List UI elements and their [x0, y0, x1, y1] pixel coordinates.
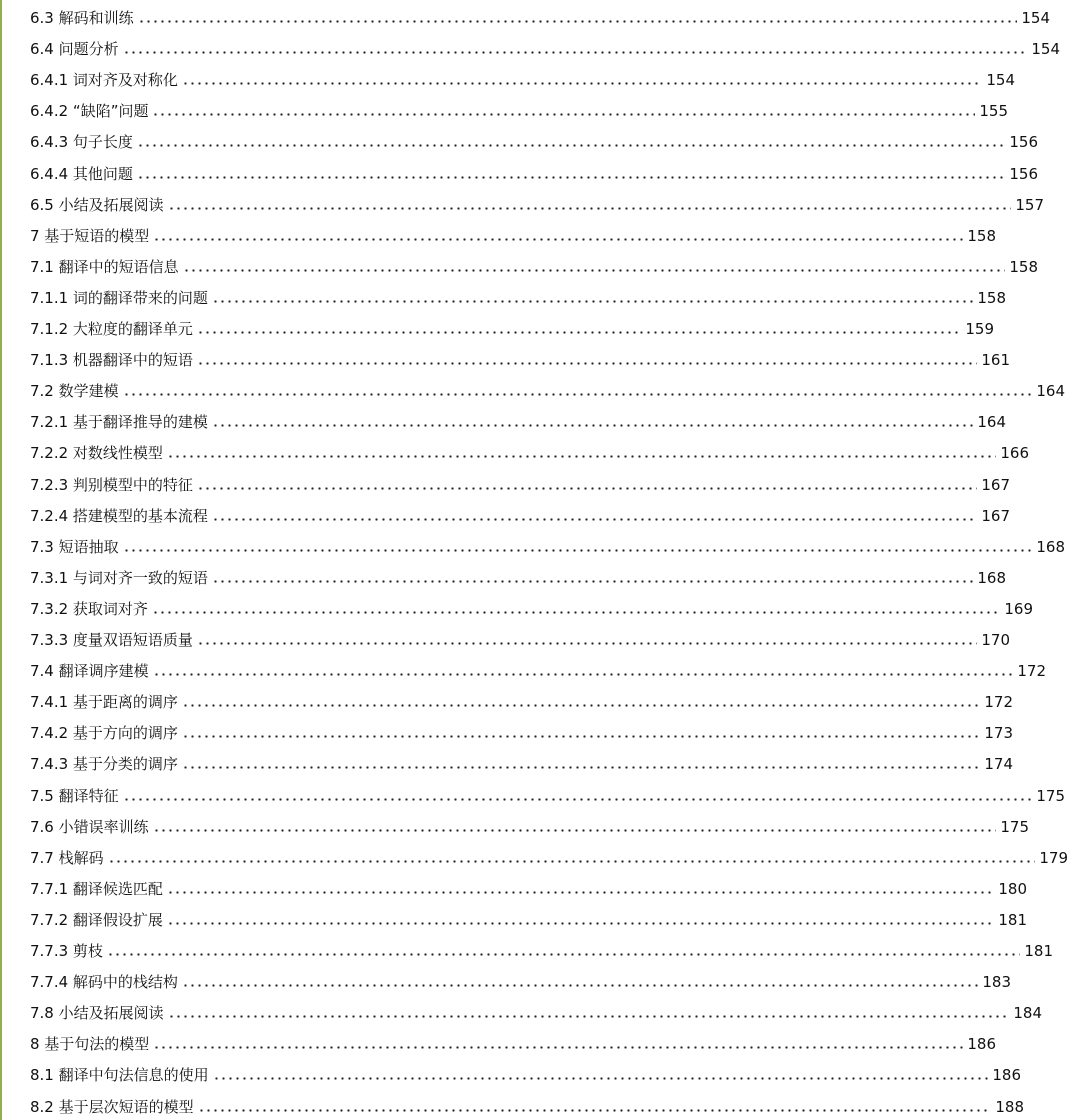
toc-entry-page-number: 158: [1009, 257, 1038, 276]
toc-entry[interactable]: [30, 316, 994, 338]
toc-entry-title: 7.1.3 机器翻译中的短语: [30, 351, 193, 370]
toc-dot-leader: [153, 1046, 963, 1049]
toc-entry[interactable]: [30, 129, 1038, 151]
toc-entry[interactable]: [30, 285, 1006, 307]
toc-entry-title: 7.4 翻译调序建模: [30, 662, 149, 681]
toc-entry[interactable]: [30, 409, 1006, 431]
toc-entry-page-number: 179: [1039, 848, 1068, 867]
toc-entry-page-number: 168: [977, 568, 1006, 587]
toc-entry-title: 7.5 翻译特征: [30, 786, 119, 805]
toc-dot-leader: [167, 922, 994, 925]
toc-entry[interactable]: [30, 503, 1010, 525]
toc-entry-page-number: 156: [1009, 164, 1038, 183]
toc-entry-page-number: 161: [981, 351, 1010, 370]
toc-dot-leader: [182, 984, 978, 987]
toc-entry-page-number: 164: [1036, 382, 1065, 401]
toc-entry-title: 7.2.3 判别模型中的特征: [30, 475, 193, 494]
toc-entry-page-number: 181: [1024, 942, 1053, 960]
toc-entry-title: 7.2.1 基于翻译推导的建模: [30, 413, 208, 432]
toc-entry-title: 6.5 小结及拓展阅读: [30, 195, 164, 214]
toc-dot-leader: [152, 113, 975, 116]
toc-entry-title: 8 基于句法的模型: [30, 1035, 150, 1054]
toc-dot-leader: [168, 1015, 1010, 1018]
toc-entry-title: 7.2 数学建模: [30, 382, 119, 401]
toc-entry[interactable]: [30, 98, 1008, 120]
toc-entry[interactable]: [30, 627, 1010, 649]
toc-entry[interactable]: [30, 565, 1006, 587]
toc-entry[interactable]: [30, 254, 1038, 276]
toc-entry-page-number: 164: [977, 413, 1006, 432]
toc-dot-leader: [167, 455, 996, 458]
toc-entry[interactable]: [30, 689, 1013, 711]
toc-dot-leader: [153, 829, 997, 832]
toc-dot-leader: [212, 424, 973, 427]
toc-dot-leader: [182, 735, 980, 738]
toc-entry-page-number: 156: [1009, 133, 1038, 152]
toc-entry[interactable]: [30, 751, 1013, 773]
toc-entry-page-number: 183: [982, 973, 1011, 992]
toc-entry[interactable]: [30, 783, 1065, 805]
toc-entry-title: 7.8 小结及拓展阅读: [30, 1004, 164, 1023]
toc-entry[interactable]: [30, 720, 1013, 742]
toc-entry-title: 7.3.3 度量双语短语质量: [30, 631, 193, 649]
toc-entry-title: 7.3 短语抽取: [30, 537, 119, 556]
toc-entry[interactable]: [30, 161, 1038, 183]
toc-entry-page-number: 180: [998, 879, 1027, 898]
toc-dot-leader: [197, 331, 961, 334]
toc-entry[interactable]: [30, 440, 1029, 462]
toc-entry[interactable]: [30, 472, 1010, 494]
toc-dot-leader: [108, 860, 1036, 863]
toc-dot-leader: [197, 642, 977, 645]
toc-entry[interactable]: [30, 596, 1033, 618]
toc-entry-page-number: 186: [992, 1066, 1021, 1085]
toc-dot-leader: [137, 144, 1005, 147]
toc-entry-title: 7.4.1 基于距离的调序: [30, 693, 178, 712]
toc-dot-leader: [182, 704, 980, 707]
toc-entry-page-number: 167: [981, 475, 1010, 494]
toc-entry-title: 7.1.2 大粒度的翻译单元: [30, 320, 193, 338]
toc-entry-title: 6.4.1 词对齐及对称化: [30, 71, 178, 90]
toc-entry-page-number: 154: [986, 71, 1015, 90]
toc-entry[interactable]: [30, 1062, 1021, 1084]
toc-entry[interactable]: [30, 347, 1010, 369]
toc-dot-leader: [182, 82, 982, 85]
toc-entry-title: 7.4.2 基于方向的调序: [30, 724, 178, 743]
toc-entry-title: 6.4.3 句子长度: [30, 133, 133, 152]
toc-entry-page-number: 175: [1036, 786, 1065, 805]
toc-entry[interactable]: [30, 378, 1065, 400]
toc-entry[interactable]: [30, 658, 1046, 680]
toc-dot-leader: [153, 673, 1014, 676]
toc-entry-page-number: 157: [1015, 195, 1044, 214]
toc-dot-leader: [138, 20, 1018, 23]
toc-entry-page-number: 169: [1004, 599, 1033, 618]
toc-entry[interactable]: [30, 67, 1015, 89]
toc-entry-title: 7.3.2 获取词对齐: [30, 599, 148, 618]
toc-entry[interactable]: [30, 814, 1029, 836]
toc-entry-title: 7.7.1 翻译候选匹配: [30, 879, 163, 898]
toc-entry-title: 8.1 翻译中句法信息的使用: [30, 1066, 209, 1085]
toc-entry-title: 7.7.3 剪枝: [30, 942, 103, 960]
toc-entry-page-number: 175: [1000, 817, 1029, 836]
toc-entry-title: 8.2 基于层次短语的模型: [30, 1097, 194, 1116]
toc-entry-title: 6.4 问题分析: [30, 40, 119, 59]
toc-entry-page-number: 158: [967, 226, 996, 245]
toc-dot-leader: [197, 362, 977, 365]
toc-dot-leader: [182, 766, 980, 769]
toc-entry-page-number: 184: [1013, 1004, 1042, 1023]
toc-dot-leader: [123, 549, 1033, 552]
toc-dot-leader: [123, 393, 1033, 396]
toc-entry-page-number: 154: [1031, 40, 1060, 59]
toc-entry-title: 7.1 翻译中的短语信息: [30, 257, 179, 276]
toc-entry-title: 7.4.3 基于分类的调序: [30, 755, 178, 774]
toc-dot-leader: [198, 1109, 992, 1112]
toc-entry-title: 7.6 小错误率训练: [30, 817, 149, 836]
toc-entry-page-number: 170: [981, 631, 1010, 649]
toc-entry-page-number: 188: [995, 1097, 1024, 1116]
toc-entry-page-number: 168: [1036, 537, 1065, 556]
toc-entry-title: 7.1.1 词的翻译带来的问题: [30, 288, 208, 307]
toc-entry-title: 7.2.2 对数线性模型: [30, 444, 163, 463]
toc-entry-page-number: 172: [984, 693, 1013, 712]
toc-entry[interactable]: [30, 845, 1068, 867]
toc-dot-leader: [183, 269, 1006, 272]
toc-entry-title: 7.7.4 解码中的栈结构: [30, 973, 178, 992]
toc-dot-leader: [168, 207, 1012, 210]
toc-dot-leader: [213, 1077, 989, 1080]
toc-entry[interactable]: [30, 5, 1050, 27]
toc-dot-leader: [212, 580, 973, 583]
toc-entry[interactable]: [30, 1094, 1024, 1116]
toc-entry[interactable]: [30, 1031, 996, 1053]
toc-entry-page-number: 158: [977, 288, 1006, 307]
toc-entry-page-number: 174: [984, 755, 1013, 774]
toc-dot-leader: [137, 176, 1005, 179]
toc-entry-page-number: 186: [967, 1035, 996, 1054]
toc-dot-leader: [123, 798, 1033, 801]
toc-entry[interactable]: [30, 876, 1027, 898]
toc-entry-title: 7.3.1 与词对齐一致的短语: [30, 568, 208, 587]
toc-entry-title: 7 基于短语的模型: [30, 226, 150, 245]
toc-entry-page-number: 155: [979, 102, 1008, 121]
toc-entry-title: 6.4.4 其他问题: [30, 164, 133, 183]
toc-entry-page-number: 181: [998, 910, 1027, 929]
toc-dot-leader: [107, 953, 1020, 956]
toc-dot-leader: [167, 891, 994, 894]
toc-entry[interactable]: [30, 192, 1044, 214]
toc-dot-leader: [153, 238, 963, 241]
toc-entry[interactable]: [30, 938, 1053, 960]
toc-entry-page-number: 154: [1021, 9, 1050, 27]
toc-entry-page-number: 159: [965, 320, 994, 338]
toc-entry-page-number: 172: [1017, 662, 1046, 681]
toc-dot-leader: [197, 487, 977, 490]
toc-dot-leader: [212, 300, 973, 303]
toc-dot-leader: [152, 611, 1000, 614]
toc-entry[interactable]: [30, 223, 996, 245]
toc-entry[interactable]: [30, 534, 1065, 556]
toc-entry-title: 6.3 解码和训练: [30, 9, 134, 27]
toc-entry-title: 7.2.4 搭建模型的基本流程: [30, 506, 208, 525]
toc-entry-title: 7.7.2 翻译假设扩展: [30, 910, 163, 929]
toc-entry-page-number: 167: [981, 506, 1010, 525]
toc-entry-title: 7.7 栈解码: [30, 848, 104, 867]
toc-entry[interactable]: [30, 969, 1011, 991]
toc-entry-title: 6.4.2 “缺陷”问题: [30, 102, 149, 121]
toc-entry[interactable]: [30, 907, 1027, 929]
toc-dot-leader: [212, 518, 977, 521]
toc-entry-page-number: 166: [1000, 444, 1029, 463]
toc-dot-leader: [123, 51, 1028, 54]
toc-entry-page-number: 173: [984, 724, 1013, 743]
toc-entry[interactable]: [30, 1000, 1042, 1022]
toc-entry[interactable]: [30, 36, 1060, 58]
